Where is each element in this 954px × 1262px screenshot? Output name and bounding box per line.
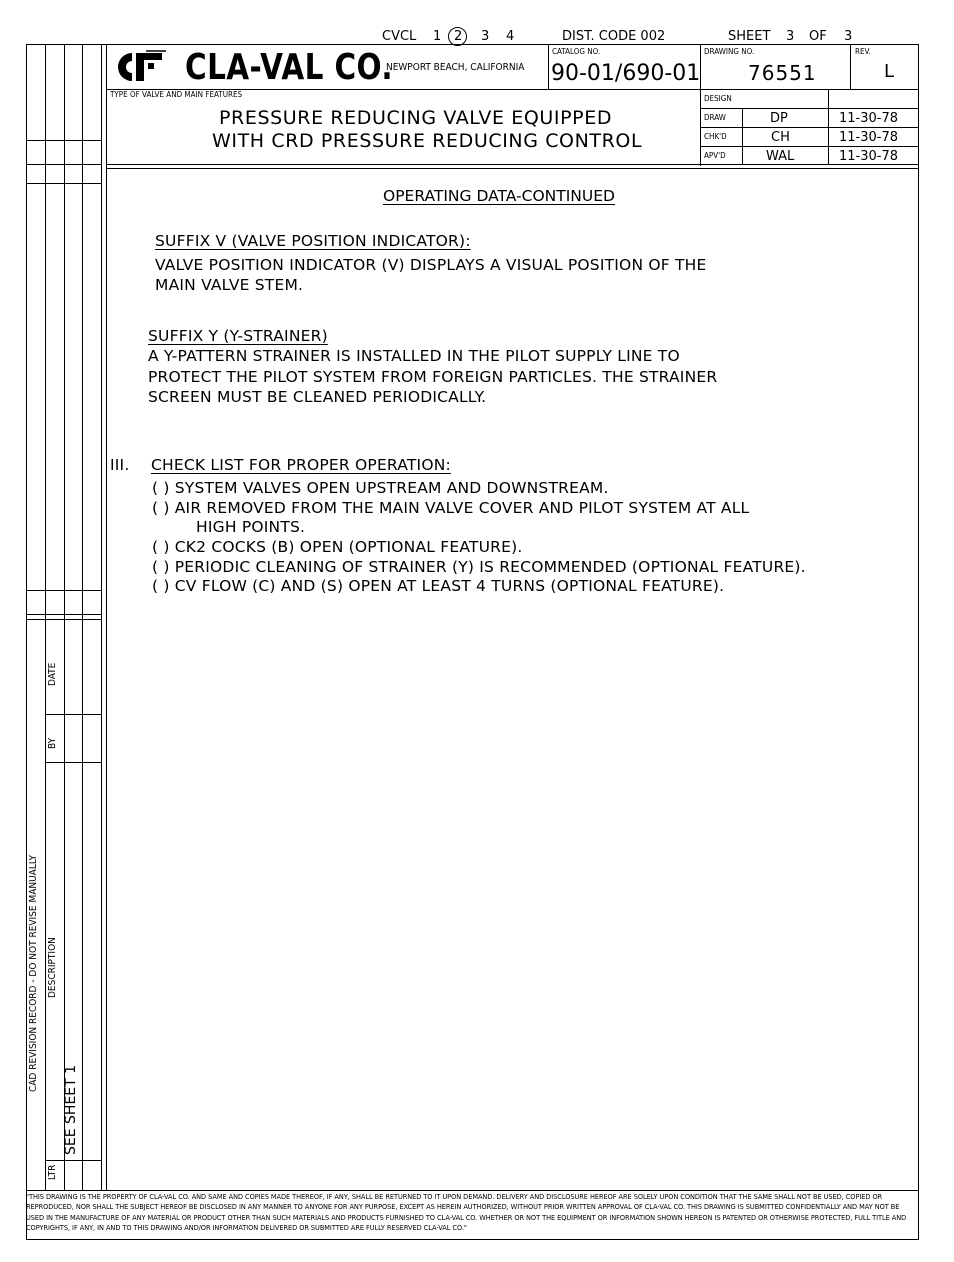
- drawing-label: DRAWING NO.: [704, 47, 755, 56]
- section-heading: OPERATING DATA-CONTINUED: [383, 187, 615, 205]
- suffix-v-line-1: VALVE POSITION INDICATOR (V) DISPLAYS A VISUAL POSITION OF THE: [155, 256, 707, 274]
- chkd-label: CHK'D: [704, 132, 727, 141]
- suffix-v-title: SUFFIX V (VALVE POSITION INDICATOR):: [155, 232, 471, 250]
- suffix-y-title: SUFFIX Y (Y-STRAINER): [148, 327, 328, 345]
- drawing-number: 76551: [748, 61, 817, 85]
- catalog-label: CATALOG NO.: [552, 47, 601, 56]
- company-name: CLA-VAL CO.: [185, 47, 394, 88]
- title-line-2: WITH CRD PRESSURE REDUCING CONTROL: [212, 130, 643, 152]
- checklist-item-4: ( ) PERIODIC CLEANING OF STRAINER (Y) IS RECOMMENDED (OPTIONAL FEATURE).: [152, 558, 806, 576]
- tb-draw-bottom: [700, 127, 919, 128]
- sheet-label: SHEET: [728, 29, 771, 44]
- proprietary-notice: "THIS DRAWING IS THE PROPERTY OF CLA-VAL CO. AND SAME AND COPIES MADE THEREOF, IF ANY, SHALL BE RETURNED TO IT UPON DEMAND. DELIVERY AND DISCLOSURE HEREOF ARE SOLELY UPON CONDITION THAT THE SAME SHALL NOT BE USED, COPIED OR REPRODUCED, NOR SHALL THE SUBJECT HEREOF BE DISCLOSED IN ANY MANNER TO ANYONE FOR ANY PURPOSE, EXCEPT AS HEREIN AUTHORIZED, WITHOUT PRIOR WRITTEN APPROVAL OF CLA-VAL CO. THIS DRAWING IS SUBMITTED CONFIDENTIALLY AND MAY NOT BE USED IN THE MANUFACTURE OF ANY MATERIAL OR PRODUCT OTHER THAN SUCH MATERIALS AND PRODUCTS FURNISHED TO CLA-VAL CO. WHETHER OR NOT THE EQUIPMENT OR INFORMATION SHOWN HEREON IS PATENTED OR OTHERWISE PROTECTED, FULL TITLE AND COPYRIGHTS, IF ANY, IN AND TO THIS DRAWING AND/OR INFORMATION DELIVERED OR SUBMITTED ARE FULLY RESERVED CLA-VAL CO.": [26, 1193, 907, 1233]
- strip-row-line-4: [26, 590, 102, 591]
- title-line-1: PRESSURE REDUCING VALVE EQUIPPED: [219, 107, 613, 129]
- cvcl-option-3: 3: [481, 29, 490, 44]
- by-label: BY: [47, 737, 58, 749]
- strip-row-line-9: [45, 1160, 102, 1161]
- suffix-y-line-3: SCREEN MUST BE CLEANED PERIODICALLY.: [148, 388, 487, 406]
- tb-rev-left: [850, 44, 851, 90]
- footer-bottom-line: [26, 1239, 919, 1240]
- checklist-item-3: ( ) CK2 COCKS (B) OPEN (OPTIONAL FEATURE).: [152, 538, 523, 556]
- frame-right-line: [918, 44, 919, 1240]
- strip-row-line-1: [26, 140, 102, 141]
- strip-row-line-7: [45, 714, 102, 715]
- cvcl-option-4: 4: [506, 29, 515, 44]
- dist-code: DIST. CODE 002: [562, 29, 666, 44]
- rev-value: L: [884, 61, 895, 82]
- checklist-title: CHECK LIST FOR PROPER OPERATION:: [151, 456, 451, 474]
- sheet-total: 3: [844, 29, 853, 44]
- tb-sig-left: [742, 108, 743, 165]
- date-label: DATE: [47, 662, 58, 686]
- draw-label: DRAW: [704, 113, 726, 122]
- checklist-item-2: ( ) AIR REMOVED FROM THE MAIN VALVE COVER AND PILOT SYSTEM AT ALL: [152, 499, 750, 517]
- apvd-date: 11-30-78: [839, 149, 899, 164]
- rev-label: REV.: [855, 47, 871, 56]
- draw-date: 11-30-78: [839, 111, 899, 126]
- ltr-label: LTR: [47, 1164, 58, 1180]
- cvcl-option-1: 1: [433, 29, 442, 44]
- section-number: III.: [110, 456, 130, 474]
- frame-left-line: [26, 44, 27, 1191]
- apvd-label: APV'D: [704, 151, 726, 160]
- valve-type-label: TYPE OF VALVE AND MAIN FEATURES: [110, 90, 243, 99]
- checklist-item-5: ( ) CV FLOW (C) AND (S) OPEN AT LEAST 4 TURNS (OPTIONAL FEATURE).: [152, 577, 725, 595]
- company-location: NEWPORT BEACH, CALIFORNIA: [386, 62, 525, 73]
- suffix-v-line-2: MAIN VALVE STEM.: [155, 276, 304, 294]
- tb-chkd-bottom: [700, 146, 919, 147]
- strip-row-line-3: [26, 183, 102, 184]
- of-label: OF: [809, 29, 827, 44]
- draw-initials: DP: [770, 111, 788, 126]
- strip-col-line-1: [45, 44, 46, 1191]
- tb-design-bottom: [700, 108, 919, 109]
- strip-col-line-5: [106, 44, 107, 1191]
- description-label: DESCRIPTION: [47, 937, 58, 998]
- frame-top-line: [26, 44, 919, 45]
- revision-record-title: CAD REVISION RECORD - DO NOT REVISE MANUALLY: [28, 854, 39, 1092]
- design-label: DESIGN: [704, 94, 732, 103]
- checklist-item-2-cont: HIGH POINTS.: [196, 518, 306, 536]
- see-sheet-note: SEE SHEET 1: [63, 1064, 79, 1155]
- strip-row-line-5: [26, 614, 102, 615]
- tb-bottom-1: [106, 164, 919, 165]
- frame-bottom-line: [26, 1190, 919, 1191]
- suffix-y-line-2: PROTECT THE PILOT SYSTEM FROM FOREIGN PARTICLES. THE STRAINER: [148, 368, 718, 386]
- strip-row-line-8: [45, 762, 102, 763]
- strip-col-line-2: [64, 44, 65, 1191]
- tb-date-left: [828, 89, 829, 165]
- cvcl-label: CVCL: [382, 29, 417, 44]
- tb-catalog-left: [548, 44, 549, 90]
- strip-col-line-3: [82, 44, 83, 1191]
- suffix-y-line-1: A Y-PATTERN STRAINER IS INSTALLED IN THE PILOT SUPPLY LINE TO: [148, 347, 680, 365]
- strip-col-line-4: [101, 44, 102, 1191]
- apvd-initials: WAL: [766, 149, 795, 164]
- sheet-number: 3: [786, 29, 795, 44]
- strip-row-line-2: [26, 164, 102, 165]
- chkd-date: 11-30-78: [839, 130, 899, 145]
- cvcl-option-2-selected: 2: [454, 29, 463, 44]
- chkd-initials: CH: [771, 130, 790, 145]
- tb-bottom-2: [106, 168, 919, 169]
- strip-row-line-6: [26, 619, 102, 620]
- cla-val-logo-icon: [110, 49, 168, 85]
- catalog-number: 90-01/690-01: [551, 61, 701, 86]
- checklist-item-1: ( ) SYSTEM VALVES OPEN UPSTREAM AND DOWNSTREAM.: [152, 479, 609, 497]
- tb-catalog-bottom: [548, 89, 919, 90]
